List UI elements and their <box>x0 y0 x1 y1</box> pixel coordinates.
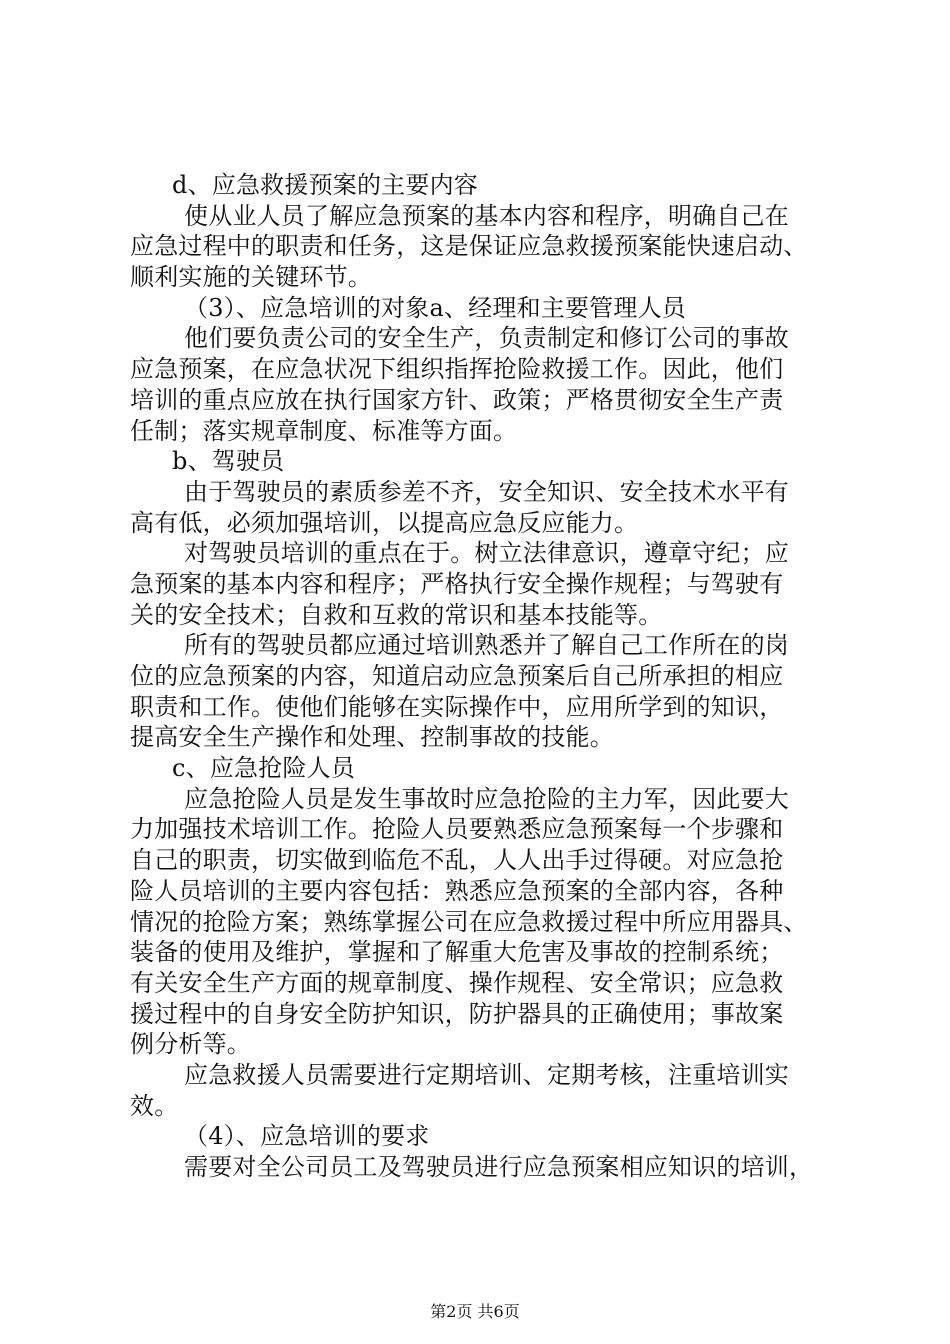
paragraph-line: 应急救援人员需要进行定期培训、定期考核，注重培训实 <box>184 1060 789 1089</box>
paragraph-line: 关的安全技术；自救和互救的常识和基本技能等。 <box>130 600 663 629</box>
paragraph-line: 职责和工作。使他们能够在实际操作中，应用所学到的知识， <box>130 692 784 721</box>
paragraph-line: 自己的职责，切实做到临危不乱，人人出手过得硬。对应急抢 <box>130 846 784 875</box>
paragraph-line: 应急过程中的职责和任务，这是保证应急救援预案能快速启动、 <box>130 232 808 261</box>
section-heading-d: d、应急救援预案的主要内容 <box>172 171 478 199</box>
paragraph-line: 应急抢险人员是发生事故时应急抢险的主力军，因此要大 <box>184 784 789 813</box>
section-heading-3: （3）、应急培训的对象a、经理和主要管理人员 <box>184 293 686 322</box>
paragraph-line: 有关安全生产方面的规章制度、操作规程、安全常识；应急救 <box>130 968 784 997</box>
page-number-footer: 第2页 共6页 <box>430 1302 520 1321</box>
paragraph-line: 由于驾驶员的素质参差不齐，安全知识、安全技术水平有 <box>184 477 789 506</box>
paragraph-line: 情况的抢险方案；熟练掌握公司在应急救援过程中所应用器具、 <box>130 907 808 936</box>
paragraph-line: 提高安全生产操作和处理、控制事故的技能。 <box>130 723 614 752</box>
paragraph-line: 险人员培训的主要内容包括：熟悉应急预案的全部内容，各种 <box>130 876 784 905</box>
paragraph-line: 所有的驾驶员都应通过培训熟悉并了解自己工作所在的岗 <box>184 631 789 660</box>
paragraph-line: 例分析等。 <box>130 1030 251 1059</box>
paragraph-line: 位的应急预案的内容，知道启动应急预案后自己所承担的相应 <box>130 662 784 690</box>
paragraph-line: 任制；落实规章制度、标准等方面。 <box>130 416 518 445</box>
paragraph-line: 高有低，必须加强培训，以提高应急反应能力。 <box>130 508 639 537</box>
paragraph-line: 应急预案，在应急状况下组织指挥抢险救援工作。因此，他们 <box>130 355 784 384</box>
section-heading-b: b、驾驶员 <box>172 447 285 476</box>
paragraph-line: 使从业人员了解应急预案的基本内容和程序，明确自己在 <box>184 201 789 230</box>
document-body <box>130 170 830 1183</box>
paragraph-line: 他们要负责公司的安全生产，负责制定和修订公司的事故 <box>184 324 789 353</box>
paragraph-line: 力加强技术培训工作。抢险人员要熟悉应急预案每一个步骤和 <box>130 815 784 844</box>
paragraph-line: 对驾驶员培训的重点在于。树立法律意识，遵章守纪；应 <box>184 539 789 568</box>
paragraph-line: 急预案的基本内容和程序；严格执行安全操作规程；与驾驶有 <box>130 569 784 598</box>
section-heading-4: （4）、应急培训的要求 <box>184 1122 430 1151</box>
paragraph-line: 培训的重点应放在执行国家方针、政策；严格贯彻安全生产责 <box>130 385 784 414</box>
paragraph-line: 效。 <box>130 1091 179 1120</box>
paragraph-line: 需要对全公司员工及驾驶员进行应急预案相应知识的培训， <box>184 1153 814 1181</box>
paragraph-line: 援过程中的自身安全防护知识，防护器具的正确使用；事故案 <box>130 999 784 1028</box>
paragraph-line: 顺利实施的关键环节。 <box>130 263 372 292</box>
section-heading-c: c、应急抢险人员 <box>172 754 356 783</box>
paragraph-line: 装备的使用及维护，掌握和了解重大危害及事故的控制系统； <box>130 938 784 967</box>
